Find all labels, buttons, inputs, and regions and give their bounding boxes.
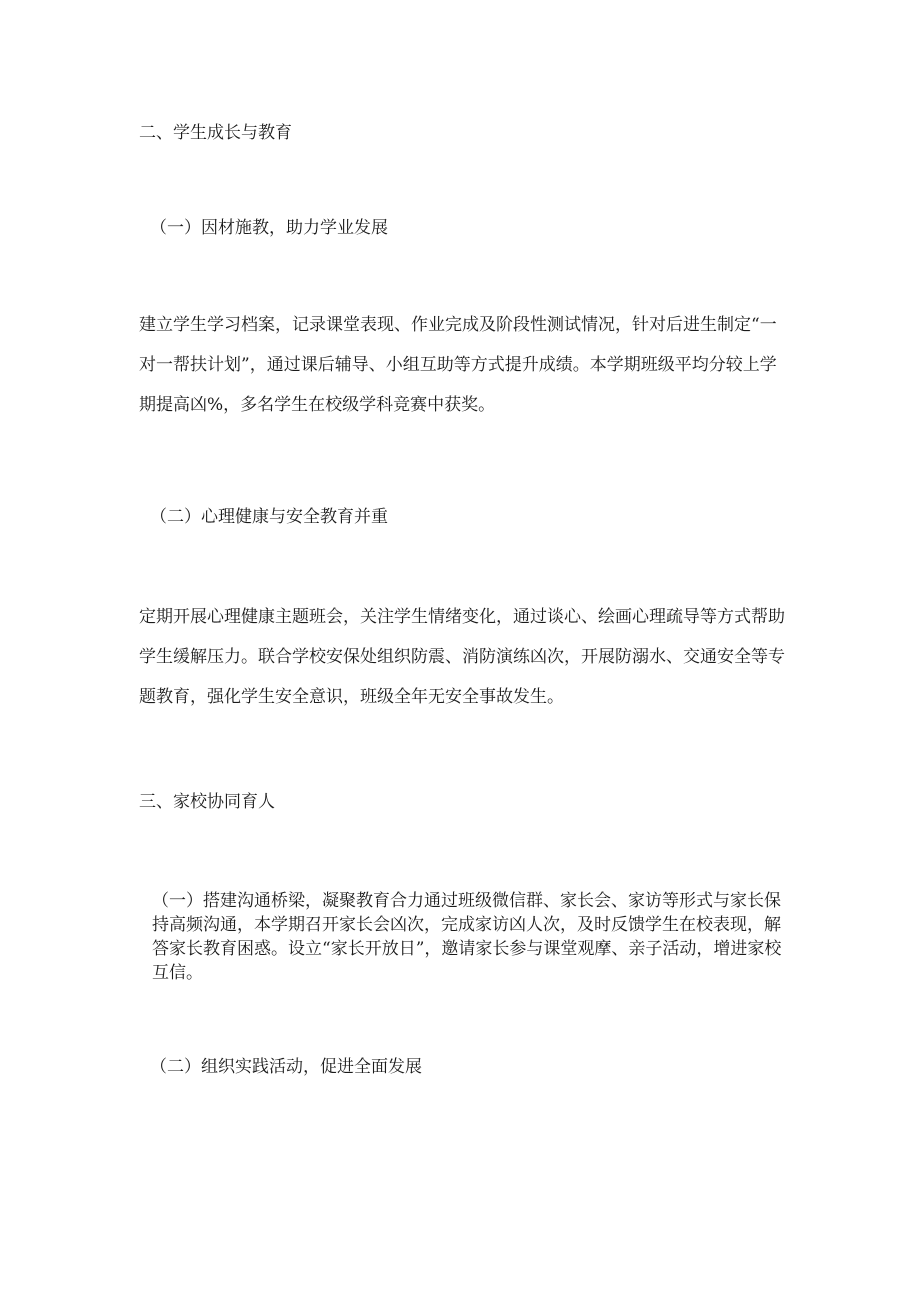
- section-2-1-heading: （一）因材施教，助力学业发展: [150, 218, 388, 238]
- section-2-2-heading: （二）心理健康与安全教育并重: [150, 507, 388, 527]
- section-2-2-body: 定期开展心理健康主题班会，关注学生情绪变化，通过谈心、绘画心理疏导等方式帮助学生缓解压力。联合学校安保处组织防震、消防演练凶次，开展防溺水、交通安全等专题教育，强化学生安全意识，班级全年无安全事故发生。: [139, 607, 785, 707]
- section-2-1-body: 建立学生学习档案，记录课堂表现、作业完成及阶段性测试情况，针对后进生制定“一对一帮扶计划”，通过课后辅导、小组互助等方式提升成绩。本学期班级平均分较上学期提高凶%，多名学生在校级学科竞赛中获奖。: [139, 315, 777, 415]
- section-3-heading: 三、家校协同育人: [139, 792, 275, 812]
- section-3-1-body: （一）搭建沟通桥梁，凝聚教育合力通过班级微信群、家长会、家访等形式与家长保持高频沟通，本学期召开家长会凶次，完成家访凶人次，及时反馈学生在校表现，解答家长教育困惑。设立“家长开放日”，邀请家长参与课堂观摩、亲子活动，增进家校互信。: [152, 891, 782, 983]
- section-3-2-heading: （二）组织实践活动，促进全面发展: [150, 1057, 422, 1077]
- section-2-heading: 二、学生成长与教育: [139, 123, 292, 143]
